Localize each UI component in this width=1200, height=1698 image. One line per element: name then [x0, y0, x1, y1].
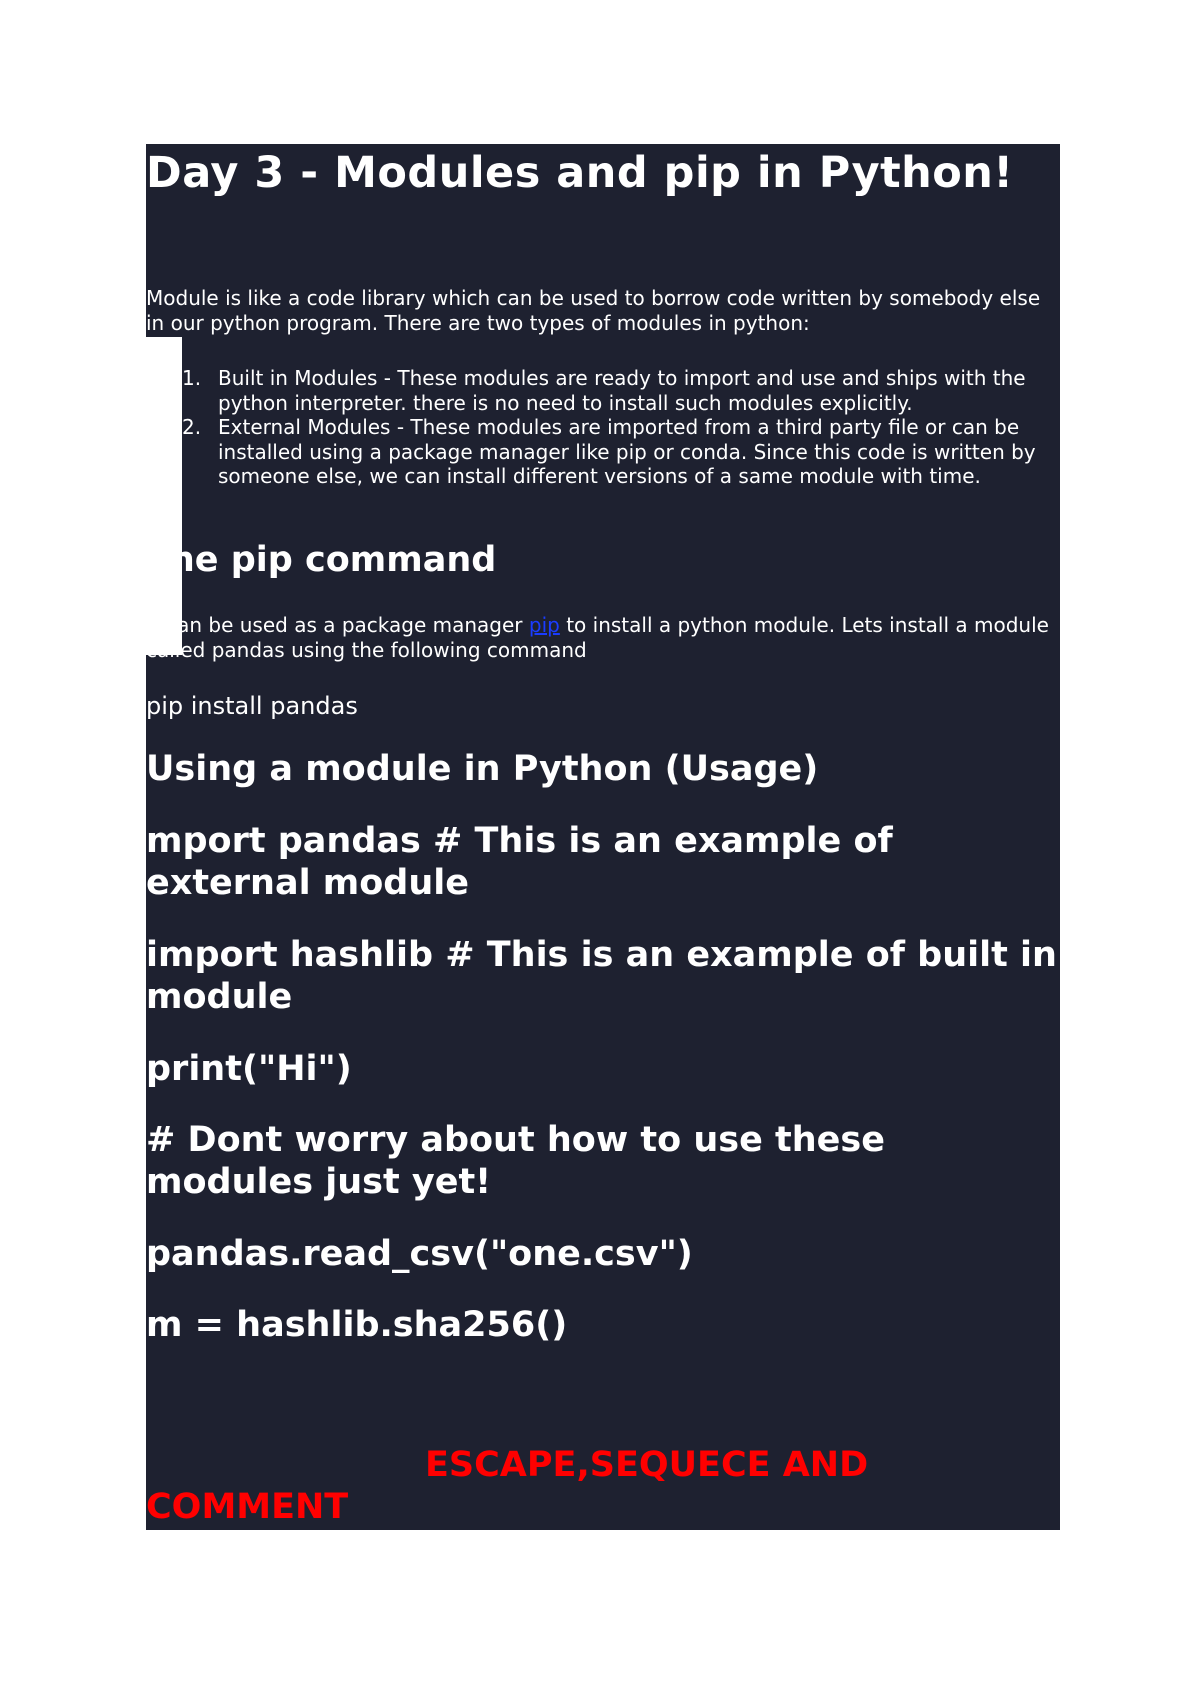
code-line: print("Hi") — [146, 1049, 352, 1089]
list-item-text: External Modules - These modules are imported from a third party file or can be installed using a package manager like pip or conda. Since this code is written by someone else, we can install different versions of a same module with time. — [218, 415, 1036, 488]
code-line: mport pandas # This is an example of external module — [146, 821, 893, 903]
white-margin-notch — [146, 337, 182, 655]
list-item — [182, 366, 1052, 415]
code-line: # Dont worry about how to use these modules just yet! — [146, 1120, 885, 1202]
code-line: m = hashlib.sha256() — [146, 1305, 568, 1345]
list-number: 2. — [182, 415, 202, 439]
red-heading-line2: COMMENT — [146, 1487, 349, 1527]
red-heading-line1: ESCAPE,SEQUECE AND — [425, 1445, 869, 1485]
usage-heading: Using a module in Python (Usage) — [146, 749, 819, 789]
code-line: import hashlib # This is an example of built in module — [146, 935, 1057, 1017]
code-line: pandas.read_csv("one.csv") — [146, 1234, 693, 1274]
pip-text-after: to install a python module. Lets install a module called pandas using the following command — [146, 613, 1049, 662]
pip-heading: The pip command — [146, 540, 497, 580]
page-title: Day 3 - Modules and pip in Python! — [146, 148, 1014, 198]
list-number: 1. — [182, 366, 202, 390]
escape-sequence-heading — [146, 1444, 1058, 1528]
pip-text-before: It can be used as a package manager — [146, 613, 529, 637]
list-item-text: Built in Modules - These modules are ready to import and use and ships with the python interpreter. there is no need to install such modules explicitly. — [218, 366, 1026, 415]
module-types-list — [182, 366, 1052, 489]
pip-paragraph — [146, 613, 1056, 663]
list-item — [182, 415, 1052, 489]
document-page — [146, 144, 1060, 1530]
pip-command: pip install pandas — [146, 692, 358, 720]
pip-link[interactable]: pip — [528, 613, 560, 637]
intro-paragraph: Module is like a code library which can be used to borrow code written by somebody else in our python program. There are two types of modules in python: — [146, 286, 1041, 335]
